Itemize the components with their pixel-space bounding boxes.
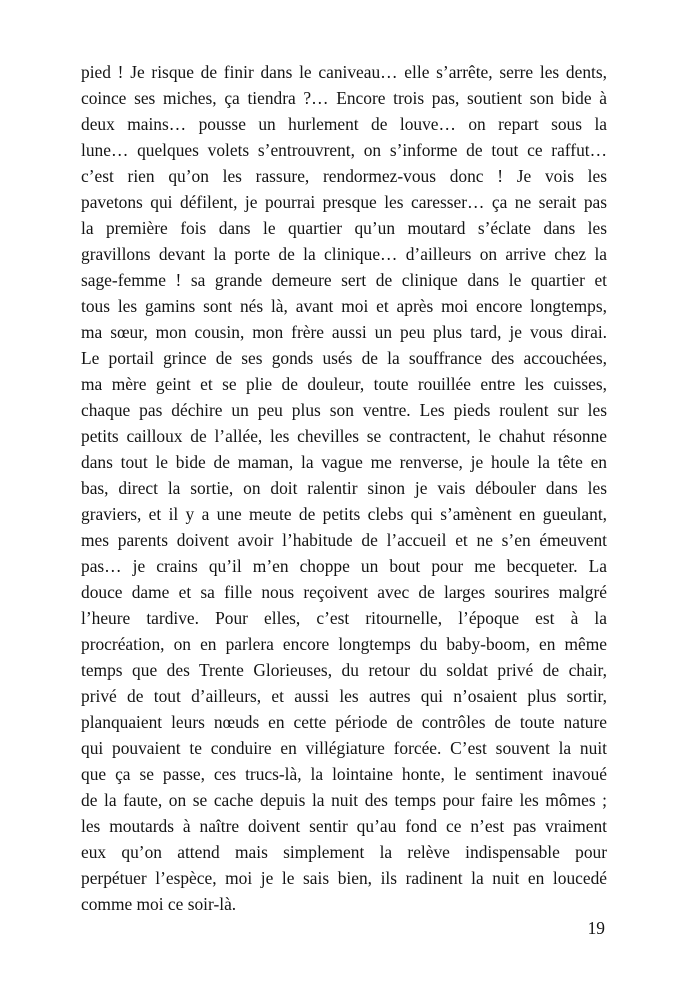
text-line: comme moi ce soir-là. <box>81 894 237 914</box>
text-line: l’heure tardive. Pour elles, c’est ritournelle, l’époque est à la <box>81 608 607 628</box>
text-line: c’est rien qu’on les rassure, rendormez-vous donc ! Je vois les <box>81 166 607 186</box>
text-line: gravillons devant la porte de la clinique… d’ailleurs on arrive chez la <box>81 244 607 264</box>
text-line: ma mère geint et se plie de douleur, toute rouillée entre les cuisses, <box>81 374 607 394</box>
text-line: procréation, on en parlera encore longtemps du baby-boom, en même <box>81 634 607 654</box>
text-line: coince ses miches, ça tiendra ?… Encore trois pas, soutient son bide à <box>81 88 607 108</box>
text-line: lune… quelques volets s’entrouvrent, on s’informe de tout ce raffut… <box>81 140 607 160</box>
text-line: tous les gamins sont nés là, avant moi et après moi encore longtemps, <box>81 296 607 316</box>
text-line: mes parents doivent avoir l’habitude de l’accueil et ne s’en émeuvent <box>81 530 607 550</box>
body-paragraph <box>81 59 607 917</box>
text-line: planquaient leurs nœuds en cette période de contrôles de toute nature <box>81 712 607 732</box>
text-line: ma sœur, mon cousin, mon frère aussi un peu plus tard, je vous dirai. <box>81 322 607 342</box>
text-line: temps que des Trente Glorieuses, du retour du soldat privé de chair, <box>81 660 607 680</box>
text-line: Le portail grince de ses gonds usés de la souffrance des accouchées, <box>81 348 607 368</box>
text-line: perpétuer l’espèce, moi je le sais bien, ils radinent la nuit en loucedé <box>81 868 607 888</box>
text-line: douce dame et sa fille nous reçoivent avec de larges sourires malgré <box>81 582 607 602</box>
text-line: dans tout le bide de maman, la vague me renverse, je houle la tête en <box>81 452 607 472</box>
text-line: pavetons qui défilent, je pourrai presque les caresser… ça ne serait pas <box>81 192 607 212</box>
text-line: eux qu’on attend mais simplement la relève indispensable pour <box>81 842 607 862</box>
text-line: pied ! Je risque de finir dans le caniveau… elle s’arrête, serre les dents, <box>81 62 607 82</box>
text-line: pas… je crains qu’il m’en choppe un bout pour me becqueter. La <box>81 556 607 576</box>
text-line: bas, direct la sortie, on doit ralentir sinon je vais débouler dans les <box>81 478 607 498</box>
page-number: 19 <box>587 918 605 938</box>
text-line: petits cailloux de l’allée, les chevilles se contractent, le chahut résonne <box>81 426 607 446</box>
text-line: les moutards à naître doivent sentir qu’au fond ce n’est pas vraiment <box>81 816 607 836</box>
text-line: deux mains… pousse un hurlement de louve… on repart sous la <box>81 114 607 134</box>
text-line: de la faute, on se cache depuis la nuit des temps pour faire les mômes ; <box>81 790 607 810</box>
text-line: chaque pas déchire un peu plus son ventre. Les pieds roulent sur les <box>81 400 607 420</box>
text-line: la première fois dans le quartier qu’un moutard s’éclate dans les <box>81 218 607 238</box>
text-line: graviers, et il y a une meute de petits clebs qui s’amènent en gueulant, <box>81 504 607 524</box>
text-line: privé de tout d’ailleurs, et aussi les autres qui n’osaient plus sortir, <box>81 686 607 706</box>
text-line: qui pouvaient te conduire en villégiature forcée. C’est souvent la nuit <box>81 738 607 758</box>
text-line: que ça se passe, ces trucs-là, la lointaine honte, le sentiment inavoué <box>81 764 607 784</box>
text-line: sage-femme ! sa grande demeure sert de clinique dans le quartier et <box>81 270 607 290</box>
